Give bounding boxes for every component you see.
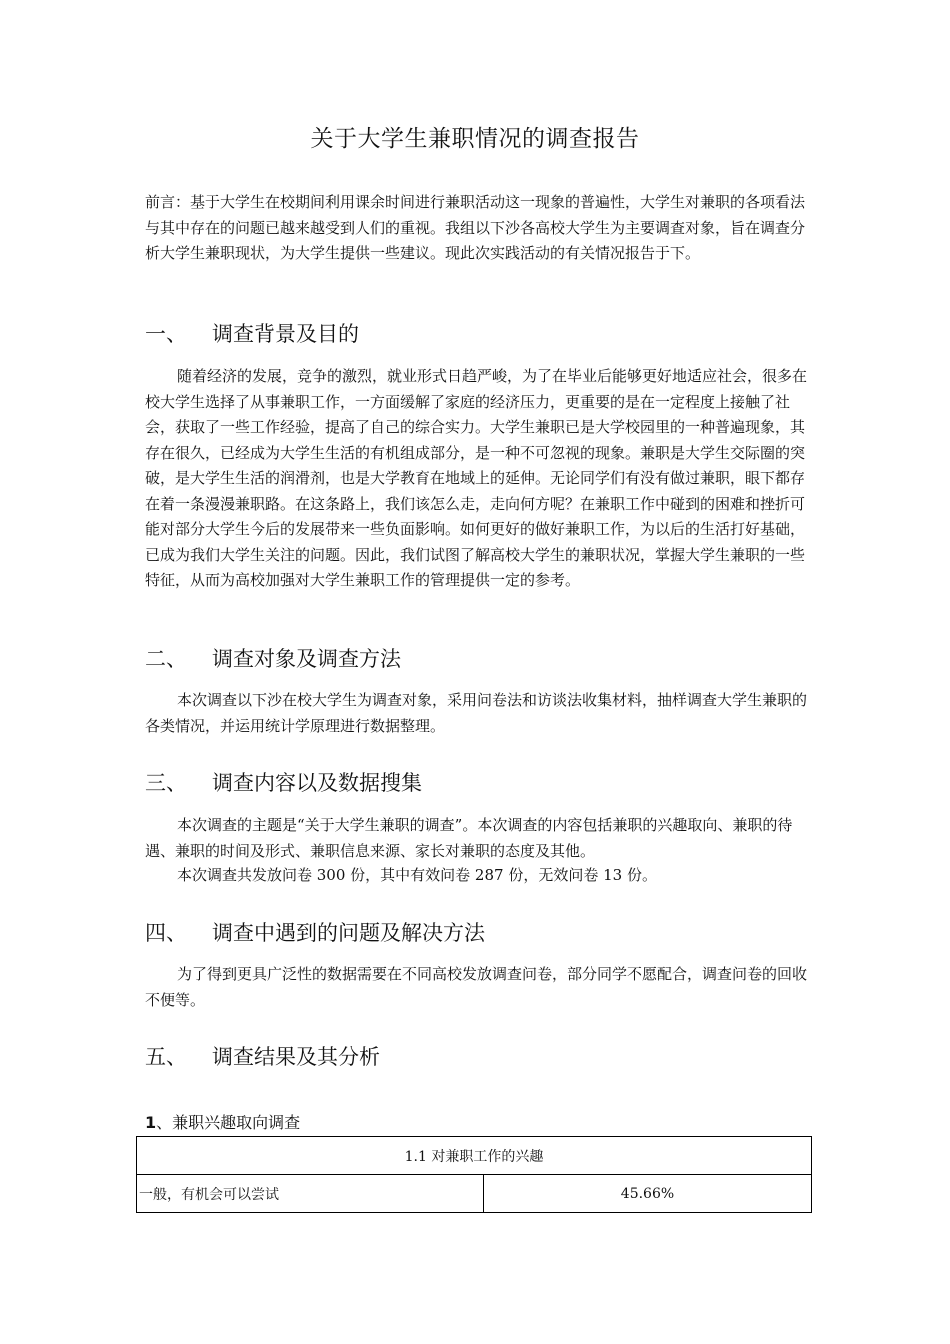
table-cell-value: 45.66% [484,1175,812,1213]
section-1-paragraph: 随着经济的发展，竞争的激烈，就业形式日趋严峻，为了在毕业后能够更好地适应社会，很多在校大学生选择了从事兼职工作，一方面缓解了家庭的经济压力，更重要的是在一定程度上接触了社会，获取了一些工作经验，提高了自己的综合实力。大学生兼职已是大学校园里的一种普遍现象，其存在很久，已经成为大学生生活的有机组成部分，是一种不可忽视的现象。兼职是大学生交际圈的突破，是大学生生活的润滑剂，也是大学教育在地域上的延伸。无论同学们有没有做过兼职，眼下都存在着一条漫漫兼职路。在这条路上，我们该怎么走，走向何方呢？在兼职工作中碰到的困难和挫折可能对部分大学生今后的发展带来一些负面影响。如何更好的做好兼职工作，为以后的生活打好基础，已成为我们大学生关注的问题。因此，我们试图了解高校大学生的兼职状况，掌握大学生兼职的一些特征，从而为高校加强对大学生兼职工作的管理提供一定的参考。 [145,367,808,589]
section-heading-2 [145,645,401,673]
section-3-paragraph-2: 本次调查共发放问卷 300 份，其中有效问卷 287 份，无效问卷 13 份。 [177,866,657,884]
subsection-number: 1 [145,1113,157,1132]
section-title: 调查结果及其分析 [212,1045,380,1069]
document-title: 关于大学生兼职情况的调查报告 [310,126,640,152]
section-3-paragraph-1: 本次调查的主题是“关于大学生兼职的调查”。本次调查的内容包括兼职的兴趣取向、兼职的待遇、兼职的时间及形式、兼职信息来源、家长对兼职的态度及其他。 [145,816,793,860]
section-heading-3 [145,769,422,797]
section-title: 调查内容以及数据搜集 [212,771,422,795]
section-number: 五、 [145,1045,187,1069]
section-heading-4 [145,919,485,947]
section-title: 调查对象及调查方法 [212,647,401,671]
section-number: 二、 [145,647,187,671]
section-heading-5 [145,1043,380,1071]
subsection-title: 、兼职兴趣取向调查 [156,1113,301,1132]
preface-paragraph: 前言：基于大学生在校期间利用课余时间进行兼职活动这一现象的普遍性，大学生对兼职的各项看法与其中存在的问题已越来越受到人们的重视。我组以下沙各高校大学生为主要调查对象，旨在调查分析大学生兼职现状，为大学生提供一些建议。现此次实践活动的有关情况报告于下。 [145,193,806,262]
section-number: 一、 [145,322,187,346]
table-row [137,1175,812,1213]
table-caption-row [137,1137,812,1175]
table-caption: 1.1 对兼职工作的兴趣 [137,1137,812,1175]
section-4-paragraph: 为了得到更具广泛性的数据需要在不同高校发放调查问卷，部分同学不愿配合，调查问卷的回收不便等。 [145,965,808,1009]
section-heading-1 [145,320,359,348]
interest-table [136,1136,812,1213]
section-number: 四、 [145,921,187,945]
section-title: 调查背景及目的 [212,322,359,346]
section-2-paragraph: 本次调查以下沙在校大学生为调查对象，采用问卷法和访谈法收集材料，抽样调查大学生兼职的各类情况，并运用统计学原理进行数据整理。 [145,691,808,735]
subsection-heading [145,1111,300,1135]
section-number: 三、 [145,771,187,795]
table-cell-label: 一般，有机会可以尝试 [137,1175,484,1213]
section-title: 调查中遇到的问题及解决方法 [212,921,485,945]
